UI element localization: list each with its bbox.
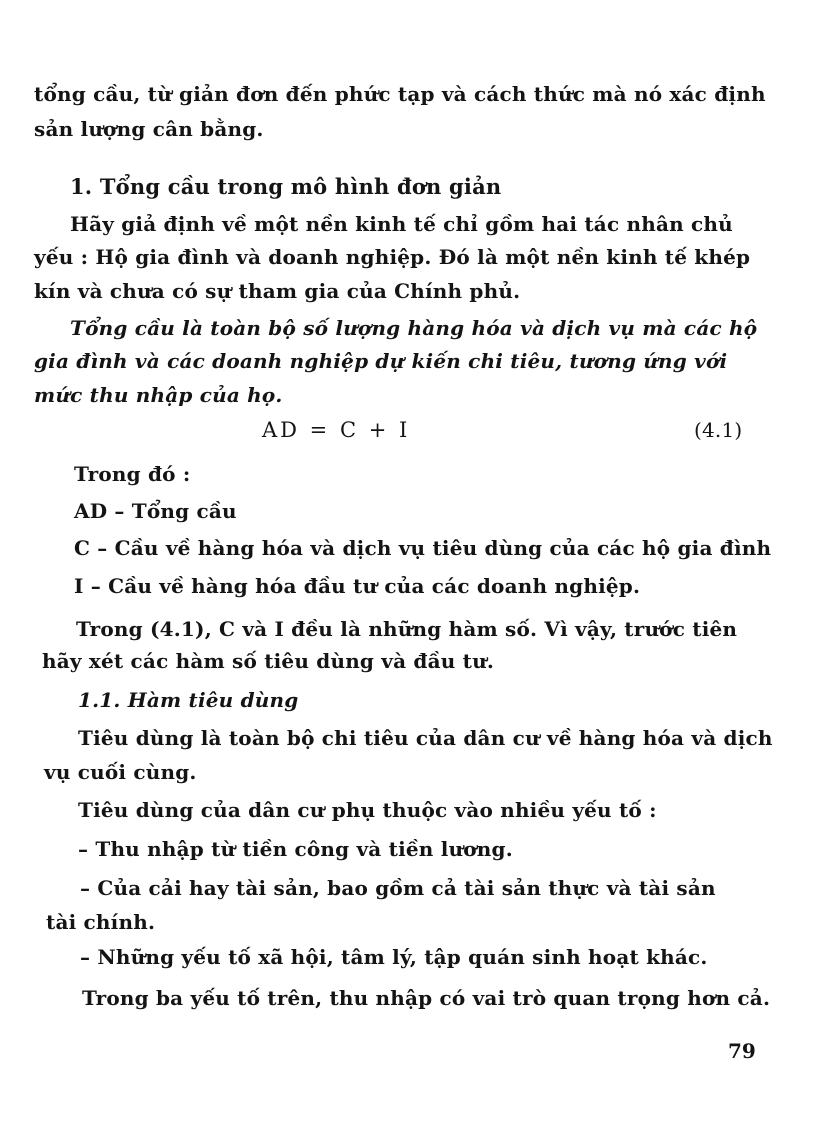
factor-1: – Thu nhập từ tiền công và tiền lương. (78, 837, 513, 861)
equation-number: (4.1) (694, 418, 743, 442)
definition-line-2: gia đình và các doanh nghiệp dự kiến chi tiêu, tương ứng với (34, 349, 728, 373)
where-label: Trong đó : (74, 462, 191, 486)
paragraph-4: Tiêu dùng của dân cư phụ thuộc vào nhiều yếu tố : (78, 798, 657, 822)
definition-line-3: mức thu nhập của họ. (34, 383, 283, 407)
c-definition: C – Cầu về hàng hóa và dịch vụ tiêu dùng của các hộ gia đình (74, 536, 772, 560)
paragraph-5: Trong ba yếu tố trên, thu nhập có vai trò quan trọng hơn cả. (82, 986, 771, 1010)
intro-line-1: tổng cầu, từ giản đơn đến phức tạp và cách thức mà nó xác định (34, 82, 766, 106)
paragraph-3-line-2: vụ cuối cùng. (44, 760, 197, 784)
factor-3: – Những yếu tố xã hội, tâm lý, tập quán sinh hoạt khác. (80, 945, 708, 969)
paragraph-3-line-1: Tiêu dùng là toàn bộ chi tiêu của dân cư về hàng hóa và dịch (78, 726, 773, 750)
factor-2-line-1: – Của cải hay tài sản, bao gồm cả tài sản thực và tài sản (80, 876, 716, 900)
paragraph-2-line-1: Trong (4.1), C và I đều là những hàm số. Vì vậy, trước tiên (76, 617, 738, 641)
section-heading: 1. Tổng cầu trong mô hình đơn giản (70, 174, 502, 199)
paragraph-2-line-2: hãy xét các hàm số tiêu dùng và đầu tư. (42, 649, 495, 673)
intro-line-2: sản lượng cân bằng. (34, 117, 264, 141)
definition-line-1: Tổng cầu là toàn bộ số lượng hàng hóa và dịch vụ mà các hộ (70, 316, 758, 340)
paragraph-1-line-2: yếu : Hộ gia đình và doanh nghiệp. Đó là một nền kinh tế khép (34, 245, 751, 269)
paragraph-1-line-3: kín và chưa có sự tham gia của Chính phủ. (34, 279, 521, 303)
ad-definition: AD – Tổng cầu (74, 499, 237, 523)
subsection-heading: 1.1. Hàm tiêu dùng (78, 688, 299, 712)
equation: AD = C + I (262, 418, 411, 442)
i-definition: I – Cầu về hàng hóa đầu tư của các doanh nghiệp. (74, 574, 641, 598)
factor-2-line-2: tài chính. (46, 910, 156, 934)
page-number: 79 (728, 1039, 756, 1063)
paragraph-1-line-1: Hãy giả định về một nền kinh tế chỉ gồm hai tác nhân chủ (70, 212, 733, 236)
